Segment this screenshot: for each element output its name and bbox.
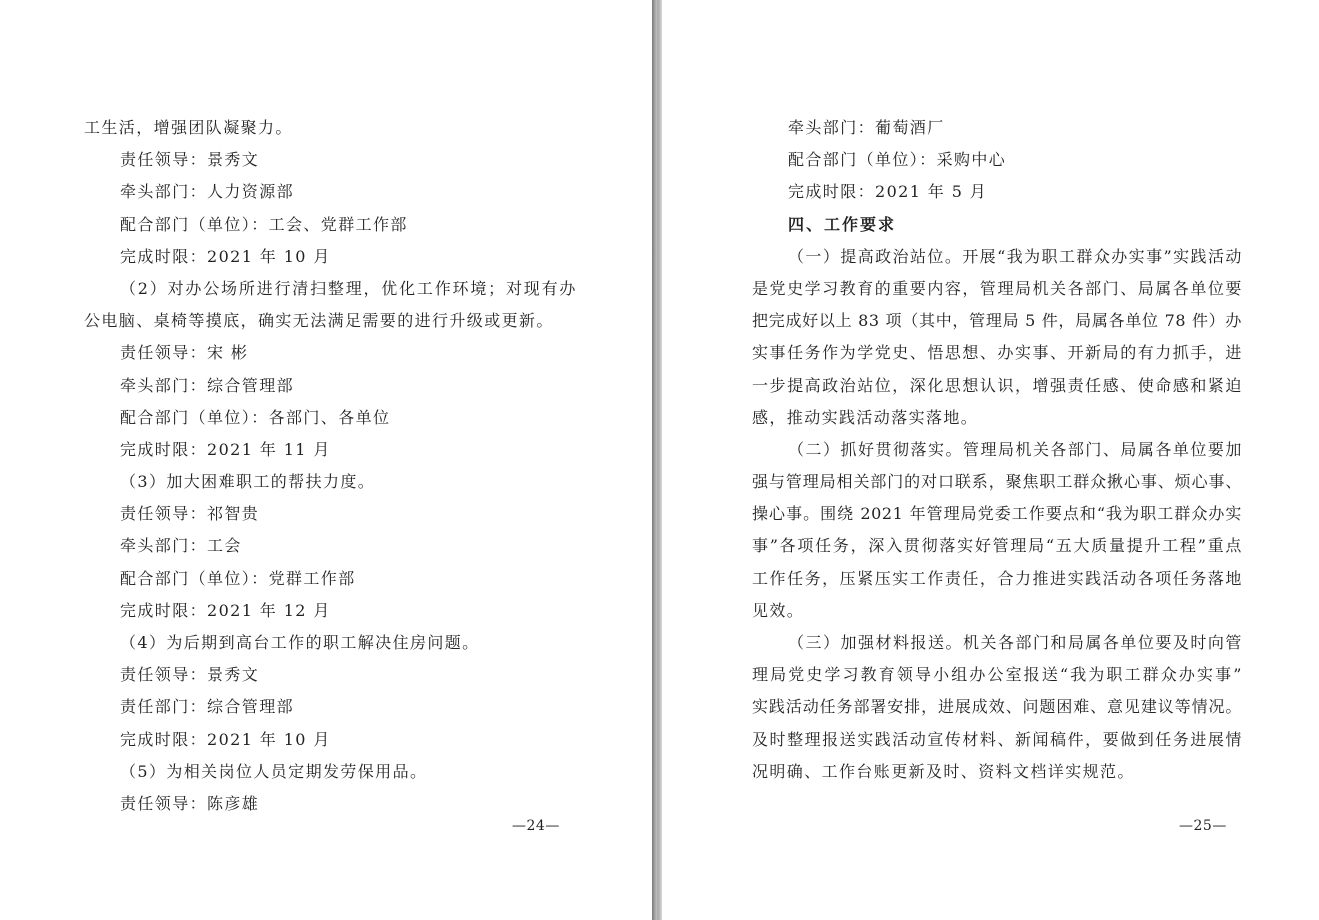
page-body-right [752,112,1242,788]
text-line: （二）抓好贯彻落实。管理局机关各部门、局属各单位要加 [788,439,1242,459]
text-line: 牵头部门：工会 [120,536,242,556]
text-line: 完成时限：2021 年 10 月 [120,246,331,266]
page-gutter [652,0,662,920]
page-number-left: —24— [512,818,560,834]
section-heading: 四、工作要求 [788,214,897,234]
text-line: 完成时限：2021 年 12 月 [120,600,331,620]
text-line: 牵头部门：综合管理部 [120,375,295,395]
text-line: （一）提高政治站位。开展“我为职工群众办实事”实践活动 [788,246,1242,266]
text-line: 责任领导：景秀文 [120,665,260,685]
text-line: 完成时限：2021 年 10 月 [120,729,331,749]
text-line: 责任领导：祁智贵 [120,504,260,524]
page-number-right: —25— [1179,818,1227,834]
text-line: （5）为相关岗位人员定期发劳保用品。 [120,761,428,781]
text-line: 完成时限：2021 年 11 月 [120,439,331,459]
text-line: 事”各项任务，深入贯彻落实好管理局“五大质量提升工程”重点 [752,536,1242,556]
page-body-left [84,112,576,820]
text-line: 操心事。围绕 2021 年管理局党委工作要点和“我为职工群众办实 [752,504,1242,524]
text-line: 及时整理报送实践活动宣传材料、新闻稿件，要做到任务进展情 [752,729,1242,749]
text-line: 责任部门：综合管理部 [120,697,295,717]
text-line: 配合部门（单位）：各部门、各单位 [120,407,391,427]
text-line: （2）对办公场所进行清扫整理，优化工作环境；对现有办 [120,278,576,298]
text-line: 况明确、工作台账更新及时、资料文档详实规范。 [752,761,1135,781]
text-line: 见效。 [752,600,805,620]
text-line: （三）加强材料报送。机关各部门和局属各单位要及时向管 [788,633,1242,652]
document-page-left [0,0,652,920]
text-line: 完成时限：2021 年 5 月 [788,182,988,202]
text-line: 是党史学习教育的重要内容，管理局机关各部门、局属各单位要 [752,278,1242,298]
document-page-right [662,0,1319,920]
text-line: 责任领导：陈彦雄 [120,793,260,813]
text-line: 工作任务，压紧压实工作责任，合力推进实践活动各项任务落地 [752,568,1242,588]
text-line: 配合部门（单位）：党群工作部 [120,568,356,588]
text-line: （4）为后期到高台工作的职工解决住房问题。 [120,633,480,652]
text-line: 实事任务作为学党史、悟思想、办实事、开新局的有力抓手，进 [752,343,1242,363]
text-line: 公电脑、桌椅等摸底，确实无法满足需要的进行升级或更新。 [84,311,554,331]
text-line: 一步提高政治站位，深化思想认识，增强责任感、使命感和紧迫 [752,375,1242,395]
text-line: 牵头部门：人力资源部 [120,182,295,202]
text-line: 实践活动任务部署安排，进展成效、问题困难、意见建议等情况。 [752,697,1242,717]
text-line: 理局党史学习教育领导小组办公室报送“我为职工群众办实事” [752,665,1242,685]
text-line: 强与管理局相关部门的对口联系，聚焦职工群众揪心事、烦心事、 [752,472,1242,492]
text-line: 牵头部门：葡萄酒厂 [788,118,945,137]
text-line: 配合部门（单位）：采购中心 [788,150,1007,170]
text-line: 把完成好以上 83 项（其中，管理局 5 件，局属各单位 78 件）办 [752,311,1242,331]
text-line: 责任领导：宋 彬 [120,343,249,363]
text-line: 感，推动实践活动落实落地。 [752,407,979,427]
text-line: 责任领导：景秀文 [120,150,260,170]
text-line: （3）加大困难职工的帮扶力度。 [120,472,376,492]
text-line: 工生活，增强团队凝聚力。 [84,118,293,137]
text-line: 配合部门（单位）：工会、党群工作部 [120,214,408,234]
